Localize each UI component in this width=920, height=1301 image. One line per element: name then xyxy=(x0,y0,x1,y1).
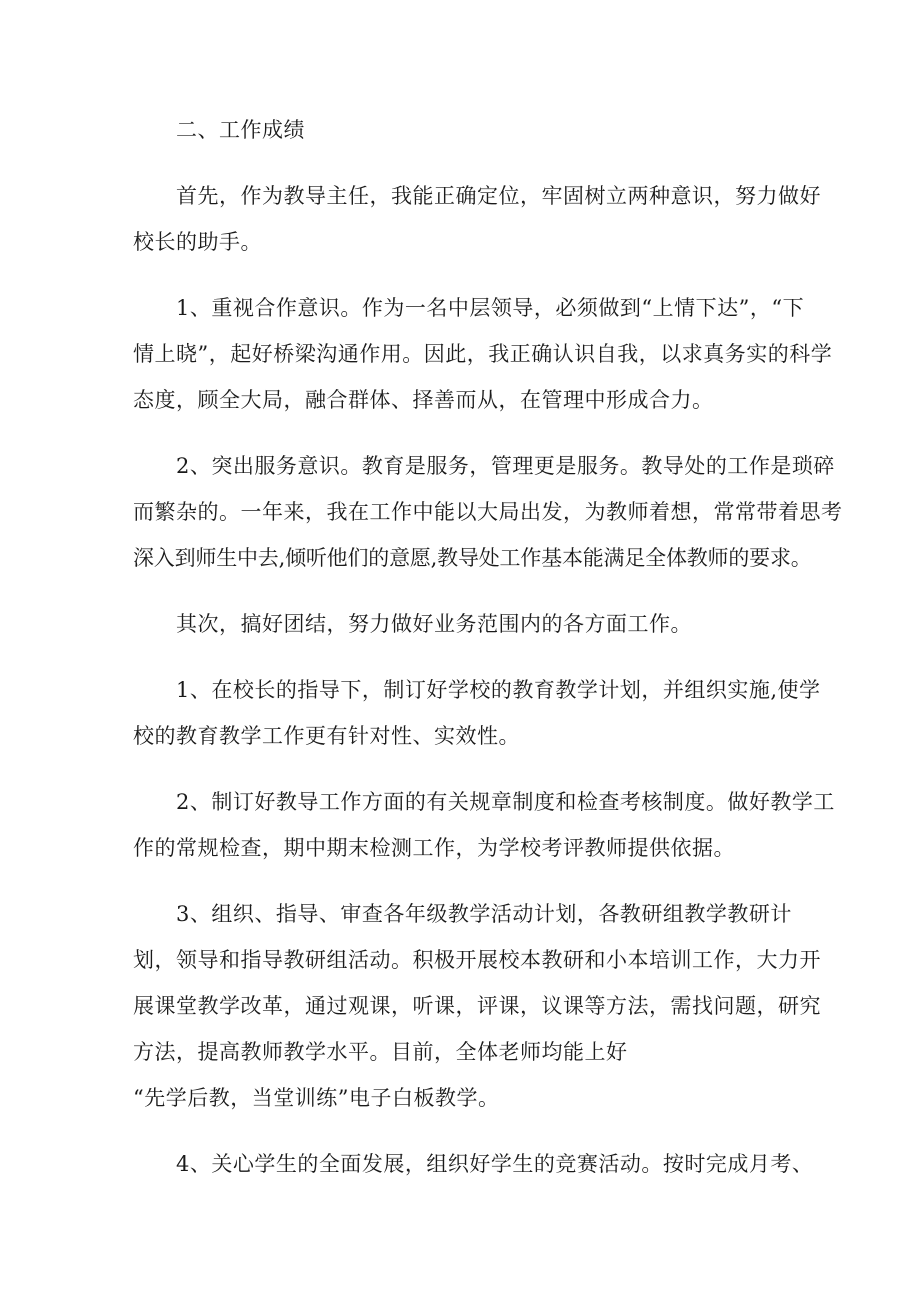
paragraph-line: 校长的助手。 xyxy=(133,230,262,254)
paragraph-line: 情上晓”，起好桥梁沟通作用。因此，我正确认识自我，以求真务实的科学 xyxy=(133,342,833,366)
paragraph-line: 2、突出服务意识。教育是服务，管理更是服务。教导处的工作是琐碎 xyxy=(176,454,835,478)
paragraph-line: 划，领导和指导教研组活动。积极开展校本教研和小本培训工作，大力开 xyxy=(133,948,821,972)
paragraph-line: 深入到师生中去,倾听他们的意愿,教导处工作基本能满足全体教师的要求。 xyxy=(133,546,812,570)
section-heading: 二、工作成绩 xyxy=(176,118,305,142)
paragraph-line: 作的常规检查，期中期末检测工作，为学校考评教师提供依据。 xyxy=(133,836,735,860)
paragraph-line: 首先，作为教导主任，我能正确定位，牢固树立两种意识，努力做好 xyxy=(176,184,821,208)
paragraph-line: “先学后教，当堂训练”电子白板教学。 xyxy=(133,1086,500,1110)
paragraph-line: 态度，顾全大局，融合群体、择善而从，在管理中形成合力。 xyxy=(133,388,714,412)
paragraph-line: 3、组织、指导、审查各年级教学活动计划，各教研组教学教研计 xyxy=(176,902,792,926)
paragraph-line: 4、关心学生的全面发展，组织好学生的竞赛活动。按时完成月考、 xyxy=(176,1152,814,1176)
paragraph-line: 1、重视合作意识。作为一名中层领导，必须做到“上情下达”，“下 xyxy=(176,296,805,320)
paragraph-line: 方法，提高教师教学水平。目前，全体老师均能上好 xyxy=(133,1040,628,1064)
paragraph-line: 1、在校长的指导下，制订好学校的教育教学计划，并组织实施,使学 xyxy=(176,678,821,702)
paragraph-line: 展课堂教学改革，通过观课，听课，评课，议课等方法，需找问题，研究 xyxy=(133,994,821,1018)
paragraph-line: 其次，搞好团结，努力做好业务范围内的各方面工作。 xyxy=(176,612,692,636)
paragraph-line: 校的教育教学工作更有针对性、实效性。 xyxy=(133,724,520,748)
paragraph-line: 2、制订好教导工作方面的有关规章制度和检查考核制度。做好教学工 xyxy=(176,790,835,814)
paragraph-line: 而繁杂的。一年来，我在工作中能以大局出发，为教师着想，常常带着思考 xyxy=(133,500,843,524)
